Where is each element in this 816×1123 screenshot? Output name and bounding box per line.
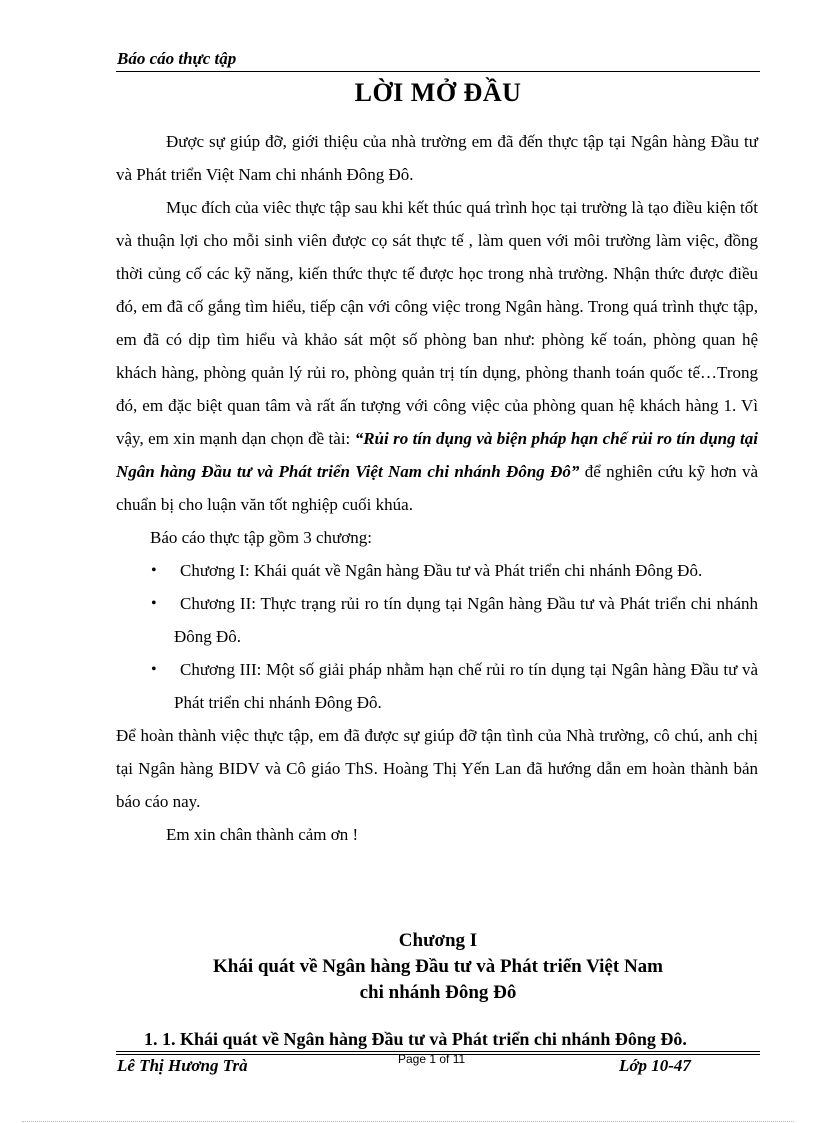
paragraph-purpose-text: Mục đích của viêc thực tập sau khi kết thúc quá trình học tại trường là tạo điều kiện tốt và thuận lợi cho mỗi sinh viên được cọ sát thực tế , làm quen với môi trường làm việc, đồng thời củng cố các kỹ năng, kiến thức thực tế được học trong nhà trường. Nhận thức được điều đó, em đã cố gắng tìm hiểu, tiếp cận với công việc trong Ngân hàng. Trong quá trình thực tập, em đã có dịp tìm hiểu và khảo sát một số phòng ban như: phòng kế toán, phòng quan hệ khách hàng, phòng quản lý rủi ro, phòng quản trị tín dụng, phòng thanh toán quốc tế…Trong đó, em đặc biệt quan tâm và rất ấn tượng với công việc của phòng quan hệ khách hàng 1. Vì vậy, em xin mạnh dạn chọn đề tài: xyxy=(116,198,758,448)
chapter-item-1: Chương I: Khái quát về Ngân hàng Đầu tư và Phát triển chi nhánh Đông Đô. xyxy=(180,561,703,580)
body-text xyxy=(116,125,758,851)
paragraph-intro: Được sự giúp đỡ, giới thiệu của nhà trường em đã đến thực tập tại Ngân hàng Đầu tư và Phát triển Việt Nam chi nhánh Đông Đô. xyxy=(116,132,758,184)
bullet-icon: • xyxy=(151,562,157,579)
footer-author: Lê Thị Hương Trà xyxy=(117,1056,248,1075)
chapter-item-2: Chương II: Thực trạng rủi ro tín dụng tại Ngân hàng Đầu tư và Phát triển chi nhánh Đông Đô. xyxy=(174,594,758,646)
footer-class: Lớp 10-47 xyxy=(619,1056,691,1075)
paragraph-thanks: Để hoàn thành việc thực tập, em đã được sự giúp đỡ tận tình của Nhà trường, cô chú, anh chị tại Ngân hàng BIDV và Cô giáo ThS. Hoàng Thị Yến Lan đã hướng dẫn em hoàn thành bản báo cáo nay. xyxy=(116,726,758,811)
chapter-heading-number: Chương I xyxy=(398,930,478,951)
header-rule xyxy=(116,71,760,72)
page-bottom-divider xyxy=(22,1121,794,1122)
paragraph-purpose-end: để nghiên cứu kỹ hơn và chuẩn bị cho luận văn tốt nghiệp cuối khúa. xyxy=(116,462,758,514)
page-number: Page 1 of 11 xyxy=(398,1052,466,1066)
bullet-icon: • xyxy=(151,661,157,678)
header-title: Báo cáo thực tập xyxy=(117,49,237,68)
page-title: LỜI MỞ ĐẦU xyxy=(354,78,522,107)
list-item xyxy=(116,653,758,719)
topic-title: “Rủi ro tín dụng và biện pháp hạn chế rủi ro tín dụng tại Ngân hàng Đầu tư và Phát triển Việt Nam chi nhánh Đông Đô” xyxy=(116,429,758,481)
chapter-heading-title: Khái quát về Ngân hàng Đầu tư và Phát triển Việt Nam xyxy=(212,956,663,977)
paragraph-structure: Báo cáo thực tập gồm 3 chương: xyxy=(150,528,372,547)
list-item xyxy=(116,554,758,587)
chapter-heading-subtitle: chi nhánh Đông Đô xyxy=(359,982,517,1003)
list-item xyxy=(116,587,758,653)
section-heading: 1. 1. Khái quát về Ngân hàng Đầu tư và Phát triển chi nhánh Đông Đô. xyxy=(144,1029,687,1049)
paragraph-purpose xyxy=(116,191,758,521)
chapter-item-3: Chương III: Một số giải pháp nhằm hạn chế rủi ro tín dụng tại Ngân hàng Đầu tư và Phát triển chi nhánh Đông Đô. xyxy=(174,660,758,712)
chapter-list xyxy=(116,554,758,719)
paragraph-closing: Em xin chân thành cảm ơn ! xyxy=(166,825,359,844)
bullet-icon: • xyxy=(151,595,157,612)
chapter-heading xyxy=(0,928,816,1006)
